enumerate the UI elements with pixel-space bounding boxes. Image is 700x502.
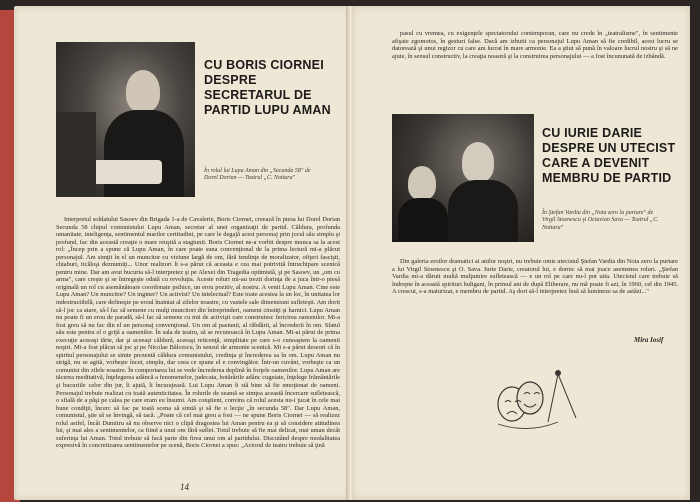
right-photo-caption: În Ştefan Vardia din „Nota zero la purtare" de Virgil Stoenescu şi Octavian Sava — Teatrul „C. Nottara" bbox=[542, 210, 659, 231]
right-headline: CU IURIE DARIE DESPRE UN UTECIST CARE A DEVENIT MEMBRU DE PARTID bbox=[542, 126, 676, 185]
photo-iurie-darie bbox=[392, 114, 534, 242]
photo-boris-ciornei bbox=[56, 42, 195, 197]
page-number-left: 14 bbox=[180, 482, 189, 492]
left-photo-caption: În rolul lui Lupu Aman din „Secunda 58" de Dorel Dorian — Teatrul „C. Nottara" bbox=[204, 168, 311, 182]
right-article-body: Din galeria eroilor dramatici ai anilor noştri, nu trebuie omis utecistul Ştefan Vardia din Nota zero la purtare a lui Virgil Stoenescu şi O. Sava. Iurie Darie, creatorul lui, e dornic să mai joace asemenea roluri. „Ştefan Vardia mi-a dăruit multă mulţumire sufletească — e un rol pe care nu-l pot uita. Utecistul care trebuie să îndrepte în această spirituri huligani, în primul ani de după Eliberare, nu mă poate fi azi, în 1960, cel din 1945. A crescut, s-a maturizat, e membru de partid. Aş dori să-l interpretez însă să lumineze sa de astăzi..." bbox=[392, 258, 678, 296]
left-page bbox=[14, 6, 350, 500]
right-top-text: pasul cu vremea, cu exigenţele spectatorului contemporan, care nu crede în „teatralisme", în sentimente afişate zgomotos, în gesturi false. Dacă am izbutit ca personajul Lupu Aman să fie credibil, acest lucru se datorează şi unui regizor cu care am lucrat în mare armonie. Ea a ştiut să pună în valoare lucrul nostru şi să ne ajute, în sensul constructiv, la creaţia noastră şi la construirea personajului — a fost încununată de izbândă. bbox=[392, 30, 678, 60]
left-article-body: Interpretul soldatului Sasoev din Brigada 1-a de Cavalerie, Boris Ciornei, creează în piesa lui Dorel Dorian Secunda 58 chipul comunistului Lupu Aman, secretar al unei organizaţii de partid. Căldura, profunda umanitate, inteligenţa, sentimentul marilor certitudini, pe care le degajă acest personaj prin jocul său simplu şi profund, fac din această creaţie o mare reuşită a stagiunii. Boris Ciornei ne-a vorbit despre munca sa la acest rol: „Încep prin a spune că Lupu Aman, în care poate suna convenţional de la prima lectură mi-a plăcut personajul. Am simţit în el un muncitor cu viziune largă de om, fără tendinţe de moralizator, ofiţeri fascişti, chiaburi, ticăloşi deznumiţi... Unor realizori li s-a părut că aceasta e cea mai potrivită întruchipare scenică pentru mine. Dar am avut bucuria să-l interpretez şi pe Alexei din Tragedia optimistă, şi pe Sasoev, un „om cu arma", care creşte şi se întregeşte odată cu revoluţia. Aceste roluri mi-au trezit dorinţa de a juca într-o piesă originală un rol cu asemănătoare coordonate psihice, un erou pozitiv, al nostru. A venit Lupu Aman. Cine este Lupu Aman? Un muncitor? Un inginer? Un activist? Un intelectual? Este toate acestea la un loc, în unitatea lor indestructibilă, care defineşte pe eroul înaintat al zilelor noastre, cu vastele sale dimensiuni sufleteşti. Am dorit să-l joc ca atare, să-l fac să semene cu mulţi muncitori din întreprinderi, oameni cinstiţi şi harnici. Lupu Aman nu poate fi un erou de paradă, să-l fac să semene cu mii de activişti care construiesc fericirea oamenilor. Mi-a fost greu să nu fac din el un personaj convenţional. Un om al pasiunii, al răbdării, al încrederii în om. Sfatul său este pentru el o grijă a oamenilor. În sala de teatru, să se recunoască în Lupu Aman. Mi-ai părut de prima execuţie aceeaşi tărie, dar şi aceeaşi căldură, aceeaşi reticenţă, simplitate pe care s-o cunoaştem la oamenii noştri. Mi-a fost plăcut să joc şi pe Nicolae Bălcescu, în sensul de armonie scenică. Mi s-a părut deseori că în spiritul personajului se simte prezentă căldura comunistului, credinţa şi încrederea sa în om. Lupu Aman nu strigă, nu se agită, vorbeşte încet, simplu, dar ceea ce spune el e convingător. Într-un cuvânt, vorbeşte ca un comunist din zilele noastre. În comportarea lui se vede încrederea deplină în forţele oamenilor. Lupu Aman are tăcerea meditativă, înţelegerea adâncă a fenomenelor, judecata, hotărârile adânc cugetate, înţelege frământările şi bucuriile celor din jur, îi ajută, îi încurajează. Lui Lupu Aman îi stă bine să fie emoţionat de oameni. Personajul trebuie realizat cu toată autenticitatea. În rolurile de seamă se simţea această încercare sufletească, o sfială de a păşi pe calea pe care eram eu însumi. Am conştient, convins că rolul acesta nu-i jucat în cele mai bune condiţii, încerc să fac pe toată scena să simtă şi să fie o lecţie „în secunda 58". Dar Lupu Aman, comunistul, ştie să se învingă, să tacă. „Poate că cel mai greu a fost — ne spune Boris Ciornei — să realizez rolul astfel, încât Dumitru să nu observe nici o clipă dragostea lui Aman pentru ea şi să considere atitudinea lui, şi mai ales a sentimentelor, ca fiind a unui om fără suflet. Totul trebuie să fie mai delicat, mai uman decât suferinţa lui Aman. Totul trebuie să facă parte din firea unui om al partidului. Discutând despre modalitatea expresivă în concretizarea sentimentelor pe scenă, Boris Ciornei a spus: „Actorul de teatru trebuie să ţină bbox=[56, 216, 340, 450]
theatre-masks-icon bbox=[488, 364, 578, 434]
author-signature: Mira Iosif bbox=[634, 336, 664, 344]
left-headline: CU BORIS CIORNEI DESPRE SECRETARUL DE PARTID LUPU AMAN bbox=[204, 58, 331, 117]
right-page bbox=[352, 6, 690, 500]
